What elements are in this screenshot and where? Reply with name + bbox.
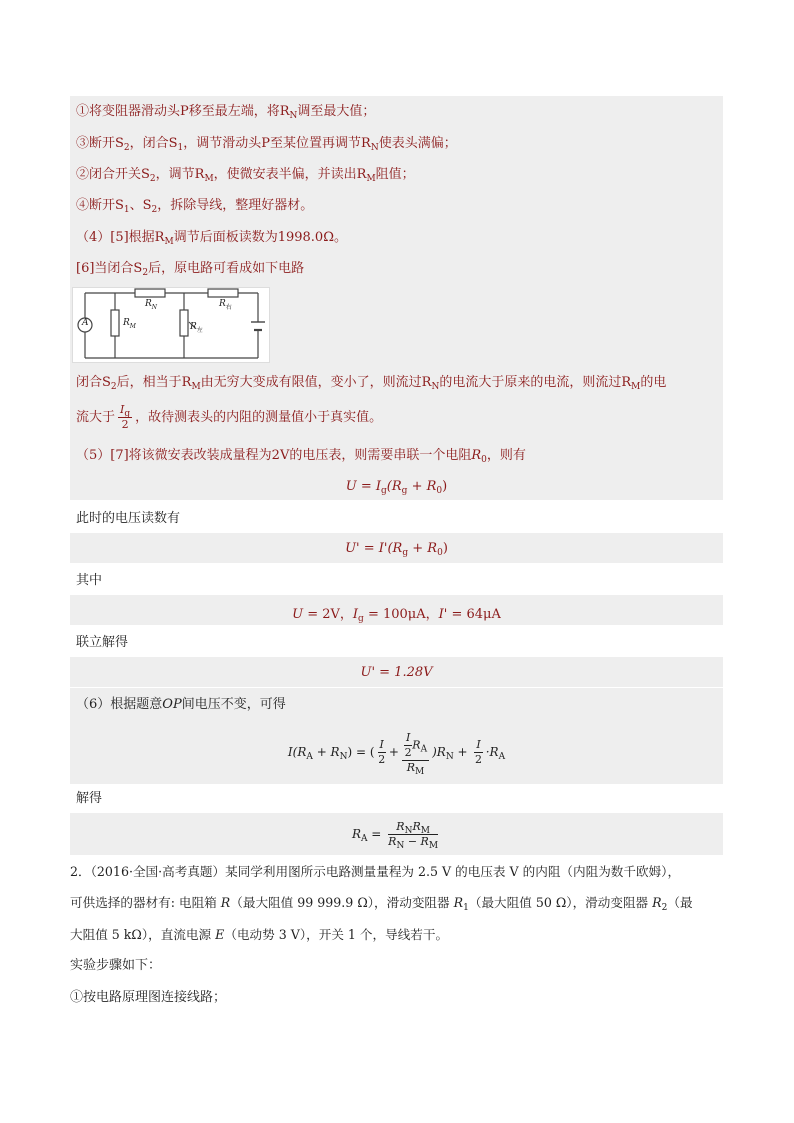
answer-step-1: ①将变阻器滑动头P移至最左端，将$R_N$调至最大值；: [76, 104, 376, 121]
question-2-line-3: 大阻值 5 kΩ），直流电源 E（电动势 3 V），开关 1 个，导线若干。: [70, 927, 449, 942]
answer-explain-2: 流大于 $\frac{I_g}{2}$ ，故待测表头的内阻的测量值小于真实值。: [76, 403, 383, 431]
label-solve: 联立解得: [76, 635, 129, 650]
fraction-ra-result: $\frac{R_NR_M}{R_N - R_M}$: [388, 820, 439, 851]
equation-6: $R_A$ = $\frac{R_NR_M}{R_N - R_M}$: [351, 820, 439, 851]
label-where: 其中: [76, 573, 103, 588]
answer-part-6-intro: [6]当闭合$S_2$后，原电路可看成如下电路: [76, 261, 305, 278]
rm-label: $R_M$: [123, 318, 136, 330]
fraction-complex: $\frac{I}{2}$ $R_A$ $R_M$: [402, 731, 429, 775]
answer-step-3: ③断开$S_2$，闭合$S_1$，调节滑动头P至某位置再调节$R_N$使表头满偏；: [76, 136, 457, 153]
fraction-i-over-2: $\frac{I}{2}$: [378, 738, 386, 766]
equation-5: $I(R_A + R_N)$ = ( $\frac{I}{2}$ + $\frac{I}{2}$ $R_A$ $R_M$ )$R_N$ + $\frac{I}{2}$ $\cdot R_A$: [287, 730, 506, 777]
label-voltage-reading: 此时的电压读数有: [76, 511, 181, 526]
fraction-i-over-2-b: $\frac{I}{2}$: [475, 738, 483, 766]
resistor-rn-icon: [135, 289, 165, 297]
resistor-right-icon: [208, 289, 238, 297]
fraction-ig-over-2: $\frac{I_g}{2}$: [120, 403, 131, 431]
question-2-line-1: 2．（2016·全国·高考真题）某同学利用图所示电路测量量程为 2.5 V 的电压表 V 的内阻（内阻为数千欧姆），: [70, 864, 681, 879]
equation-2: $U' = I'(R_g + R_0)$: [345, 541, 448, 558]
answer-part-5: （5）[7]将该微安表改装成量程为2V的电压表，则需要串联一个电阻$R_0$，则有: [76, 448, 526, 465]
question-2-line-2: 可供选择的器材有: 电阻箱 R（最大阻值 99 999.9 Ω），滑动变阻器 $R_1$（最大阻值 50 Ω），滑动变阻器 $R_2$（最: [70, 895, 693, 913]
equation-1: $U = I_g(R_g + R_0)$: [345, 479, 448, 496]
answer-part-6: （6）根据题意OP间电压不变，可得: [76, 697, 286, 712]
answer-explain-1: 闭合$S_2$后，相当于$R_M$由无穷大变成有限值，变小了，则流过$R_N$的电流大于原来的电流，则流过$R_M$的电: [76, 375, 667, 392]
rleft-label: $R_左$: [190, 322, 203, 334]
answer-step-4: ④断开$S_1$、$S_2$，拆除导线，整理好器材。: [76, 198, 314, 215]
question-2-steps-heading: 实验步骤如下：: [70, 958, 162, 973]
answer-step-2: ②闭合开关$S_2$，调节$R_M$，使微安表半偏，并读出$R_M$阻值；: [76, 167, 415, 184]
equation-4: U' = 1.28V: [360, 665, 433, 680]
rright-label: $R_右$: [219, 299, 232, 311]
label-result: 解得: [76, 791, 103, 806]
equation-3: U = 2V，$I_g = 100\mu A$，I' = 64μA: [292, 607, 501, 624]
resistor-rm-icon: [111, 310, 119, 336]
rn-label: $R_N$: [145, 299, 158, 311]
answer-part-4: （4）[5]根据$R_M$调节后面板读数为1998.0Ω。: [76, 230, 347, 247]
resistor-left-icon: [180, 310, 188, 336]
circuit-diagram: [72, 287, 270, 363]
ammeter-label: A: [82, 318, 89, 328]
question-2-step-1: ①按电路原理图连接线路；: [70, 990, 227, 1005]
